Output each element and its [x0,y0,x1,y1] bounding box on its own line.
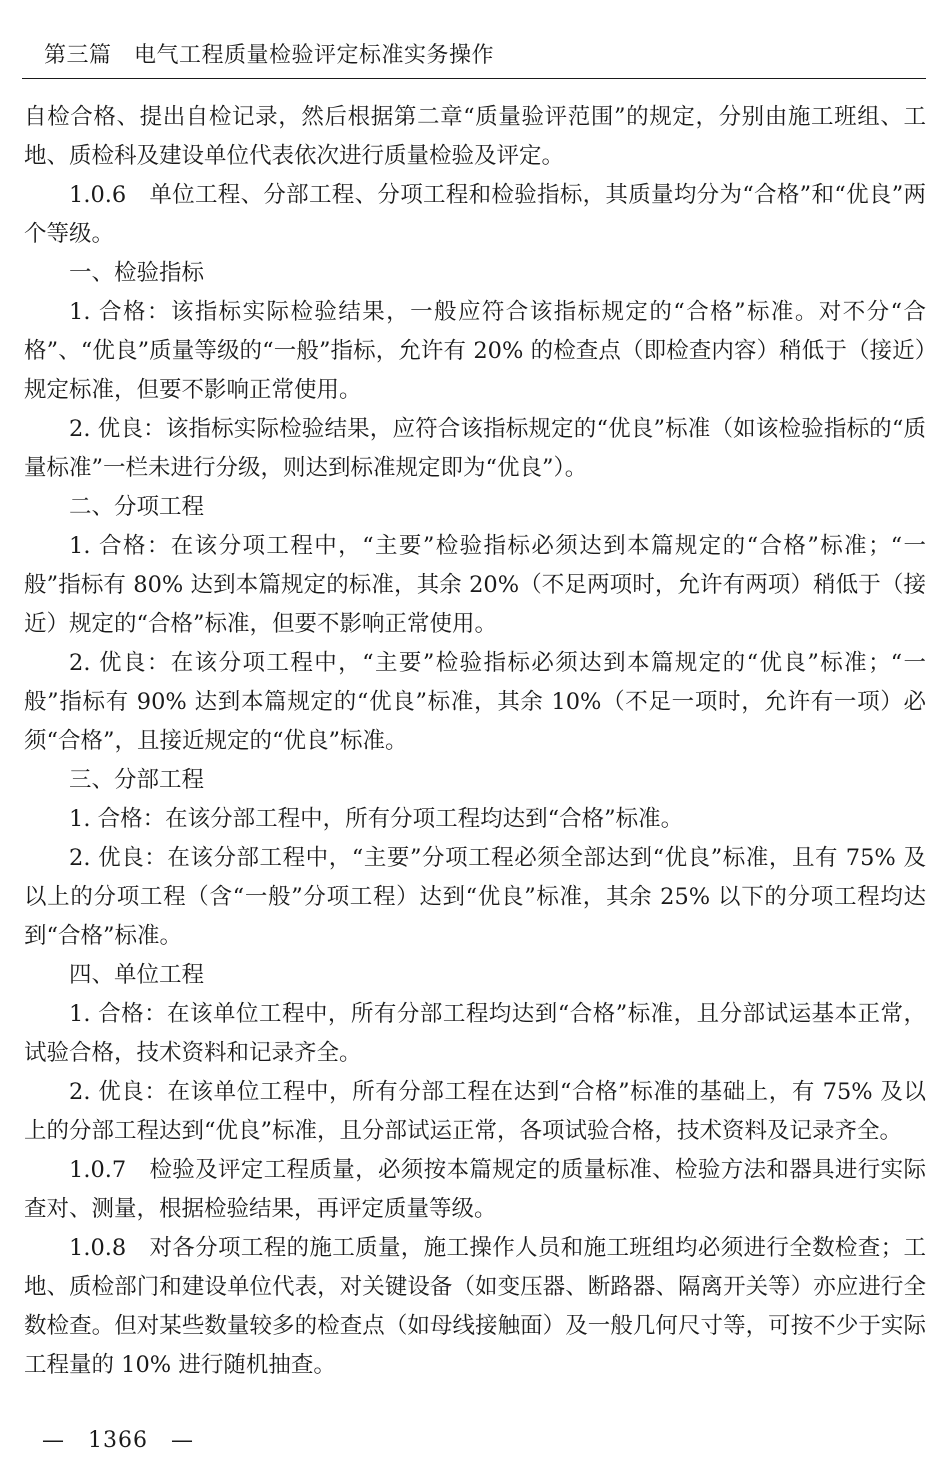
clause-1-0-6: 1.0.6 单位工程、分部工程、分项工程和检验指标，其质量均分为“合格”和“优良”两个等级。 [24,182,926,247]
clause-1-0-8: 1.0.8 对各分项工程的施工质量，施工操作人员和施工班组均必须进行全数检查；工地、质检部门和建设单位代表，对关键设备（如变压器、断路器、隔离开关等）亦应进行全数检查。但对某些数量较多的检查点（如母线接触面）及一般几何尺寸等，可按不少于实际工程量的 10% 进行随机抽查。 [24,1235,926,1378]
section-heading-unit-work: 四、单位工程 [69,962,205,988]
list-item: 1. 合格：该指标实际检验结果，一般应符合该指标规定的“合格”标准。对不分“合格”、“优良”质量等级的“一般”指标，允许有 20% 的检查点（即检查内容）稍低于（接近）规定标准，但要不影响正常使用。 [24,299,926,403]
page-number: — 1366 — [42,1428,194,1453]
running-head: 第三篇 电气工程质量检验评定标准实务操作 [44,43,495,68]
paragraph-continuation: 自检合格、提出自检记录，然后根据第二章“质量验评范围”的规定，分别由施工班组、工地、质检科及建设单位代表依次进行质量检验及评定。 [24,104,926,169]
list-item: 2. 优良：在该分项工程中，“主要”检验指标必须达到本篇规定的“优良”标准；“一般”指标有 90% 达到本篇规定的“优良”标准，其余 10%（不足一项时，允许有一项）必须“合格”，且接近规定的“优良”标准。 [24,650,926,754]
list-item: 1. 合格：在该分项工程中，“主要”检验指标必须达到本篇规定的“合格”标准；“一般”指标有 80% 达到本篇规定的标准，其余 20%（不足两项时，允许有两项）稍低于（接近）规定的“合格”标准，但要不影响正常使用。 [24,533,926,637]
list-item: 2. 优良：在该分部工程中，“主要”分项工程必须全部达到“优良”标准，且有 75% 及以上的分项工程（含“一般”分项工程）达到“优良”标准，其余 25% 以下的分项工程均达到“合格”标准。 [24,845,926,949]
list-item: 1. 合格：在该单位工程中，所有分部工程均达到“合格”标准，且分部试运基本正常，试验合格，技术资料和记录齐全。 [24,1001,926,1066]
clause-1-0-7: 1.0.7 检验及评定工程质量，必须按本篇规定的质量标准、检验方法和器具进行实际查对、测量，根据检验结果，再评定质量等级。 [24,1157,926,1222]
header-rule [22,78,926,79]
section-heading-inspection-index: 一、检验指标 [69,260,205,286]
section-heading-division-work: 三、分部工程 [69,767,205,793]
list-item: 2. 优良：在该单位工程中，所有分部工程在达到“合格”标准的基础上，有 75% 及以上的分部工程达到“优良”标准，且分部试运正常，各项试验合格，技术资料及记录齐全。 [24,1079,926,1144]
section-heading-subitem-work: 二、分项工程 [69,494,205,520]
list-item: 1. 合格：在该分部工程中，所有分项工程均达到“合格”标准。 [69,806,684,832]
page-body [24,98,926,1385]
list-item: 2. 优良：该指标实际检验结果，应符合该指标规定的“优良”标准（如该检验指标的“质量标准”一栏未进行分级，则达到标准规定即为“优良”）。 [24,416,926,481]
